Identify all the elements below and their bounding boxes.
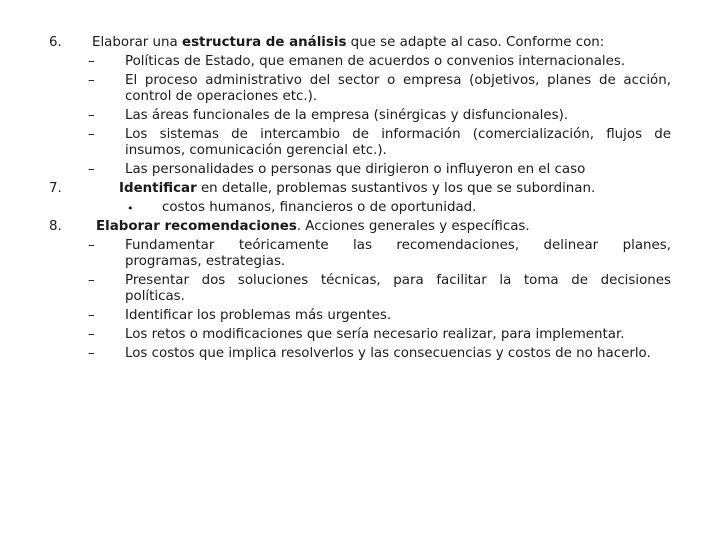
item-number: 8. bbox=[49, 219, 62, 234]
subitem-text: costos humanos, financieros o de oportunidad. bbox=[162, 200, 477, 215]
subitem-text: programas, estrategias. bbox=[125, 254, 286, 269]
subitem-text: insumos, comunicación gerencial etc.). bbox=[125, 143, 387, 158]
subitem-text: políticas. bbox=[125, 289, 185, 304]
item-heading bbox=[92, 34, 604, 51]
item-number: 6. bbox=[49, 35, 62, 50]
dash-marker: – bbox=[88, 308, 95, 323]
subitem-text: Las áreas funcionales de la empresa (sinérgicas y disfuncionales). bbox=[125, 108, 569, 123]
subitem-text: Los costos que implica resolverlos y las consecuencias y costos de no hacerlo. bbox=[125, 346, 651, 361]
dash-marker: – bbox=[88, 327, 95, 342]
subitem-text: Identificar los problemas más urgentes. bbox=[125, 308, 392, 323]
heading-bold: Identificar bbox=[119, 181, 197, 196]
dash-marker: – bbox=[88, 162, 95, 177]
dash-marker: – bbox=[88, 73, 95, 88]
dash-marker: – bbox=[88, 346, 95, 361]
heading-text: que se adapte al caso. Conforme con: bbox=[346, 35, 605, 50]
dash-marker: – bbox=[88, 127, 95, 142]
item-heading bbox=[119, 180, 595, 197]
subitem-text: Políticas de Estado, que emanen de acuerdos o convenios internacionales. bbox=[125, 54, 626, 69]
subitem-text: Las personalidades o personas que dirigieron o influyeron en el caso bbox=[125, 162, 586, 177]
dash-marker: – bbox=[88, 54, 95, 69]
item-heading bbox=[96, 218, 530, 235]
subitem-text: control de operaciones etc.). bbox=[125, 89, 318, 104]
subitem-text: Los retos o modificaciones que sería necesario realizar, para implementar. bbox=[125, 327, 625, 342]
heading-text: en detalle, problemas sustantivos y los que se subordinan. bbox=[196, 181, 596, 196]
heading-text: . Acciones generales y específicas. bbox=[296, 219, 530, 234]
heading-text: Elaborar una bbox=[92, 35, 182, 50]
subitem-text: Fundamentar teóricamente las recomendaciones, delinear planes, bbox=[125, 238, 671, 253]
dash-marker: – bbox=[88, 238, 95, 253]
item-number: 7. bbox=[49, 181, 62, 196]
subitem-text: El proceso administrativo del sector o empresa (objetivos, planes de acción, bbox=[125, 73, 671, 88]
subitem-text: Los sistemas de intercambio de información (comercialización, flujos de bbox=[125, 127, 671, 142]
bullet-marker: • bbox=[127, 202, 134, 215]
subitem-text: Presentar dos soluciones técnicas, para facilitar la toma de decisiones bbox=[125, 273, 671, 288]
heading-bold: Elaborar recomendaciones bbox=[96, 219, 297, 234]
dash-marker: – bbox=[88, 108, 95, 123]
heading-bold: estructura de análisis bbox=[182, 35, 347, 50]
dash-marker: – bbox=[88, 273, 95, 288]
